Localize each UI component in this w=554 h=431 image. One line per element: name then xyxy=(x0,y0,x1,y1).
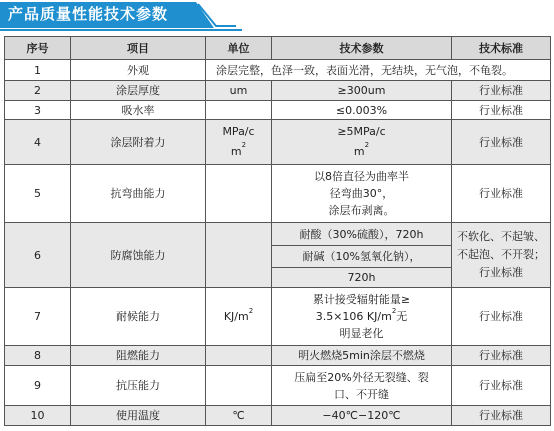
item-name: 阻燃能力 xyxy=(71,346,206,366)
table-row xyxy=(5,60,551,81)
table-row xyxy=(5,366,551,406)
param-text xyxy=(272,366,452,406)
table-row xyxy=(5,101,551,120)
item-name: 涂层厚度 xyxy=(71,81,206,101)
table-row xyxy=(5,223,551,246)
title-underline xyxy=(0,29,242,31)
table-header-row xyxy=(5,37,551,60)
param-text xyxy=(272,165,452,223)
param-text xyxy=(272,288,452,346)
param-text: 720h xyxy=(272,268,452,288)
param-text: 耐碱（10%氢氧化钠）， xyxy=(272,246,452,268)
param-text: 涂层完整，色泽一致，表面光滑，无结块，无气泡，不龟裂。 xyxy=(206,60,551,81)
param-text: 耐酸（30%硫酸），720h xyxy=(272,223,452,246)
table-row xyxy=(5,81,551,101)
standard-line: 不起泡、不开裂； xyxy=(457,248,545,261)
unit-line: MPa/c xyxy=(222,125,255,138)
column-header: 序号 xyxy=(5,37,71,60)
param-line: 口、不开缝 xyxy=(334,387,389,401)
standard-text: 行业标准 xyxy=(452,346,551,366)
param-line: 涂层布剥离。 xyxy=(328,204,395,217)
param-line: $m^2$ xyxy=(353,141,370,158)
row-number: 1 xyxy=(5,60,71,81)
param-line: 以8倍直径为曲率半 xyxy=(314,170,409,183)
param-line: 3.5×106 $KJ/m^2$无 xyxy=(315,307,408,323)
row-number: 10 xyxy=(5,406,71,426)
spec-table xyxy=(4,36,551,426)
param-line: 压扁至20%外径无裂缝、裂 xyxy=(294,370,429,384)
param-line: ≥5MPa/c xyxy=(337,125,386,138)
param-line: 径弯曲30°， xyxy=(329,187,394,200)
table-row xyxy=(5,120,551,165)
unit-text: ℃ xyxy=(206,406,272,426)
table-row xyxy=(5,346,551,366)
unit-text xyxy=(206,101,272,120)
unit-text: $KJ/m^2$ xyxy=(206,288,272,346)
unit-text xyxy=(206,165,272,223)
column-header: 单位 xyxy=(206,37,272,60)
column-header: 项目 xyxy=(71,37,206,60)
row-number: 4 xyxy=(5,120,71,165)
row-number: 8 xyxy=(5,346,71,366)
unit-line: $m^2$ xyxy=(230,141,247,158)
standard-text: 行业标准 xyxy=(452,81,551,101)
banner-arrow-decoration xyxy=(190,2,238,28)
item-name: 吸水率 xyxy=(71,101,206,120)
row-number: 2 xyxy=(5,81,71,101)
page-title: 产品质量性能技术参数 xyxy=(8,5,169,23)
unit-text: um xyxy=(206,81,272,101)
row-number: 3 xyxy=(5,101,71,120)
standard-text: 行业标准 xyxy=(452,406,551,426)
unit-text xyxy=(206,120,272,165)
item-name: 抗压能力 xyxy=(71,366,206,406)
standard-text: 行业标准 xyxy=(452,101,551,120)
table-row xyxy=(5,165,551,223)
standard-text: 行业标准 xyxy=(452,165,551,223)
param-line: 累计接受辐射能量≥ xyxy=(312,293,411,306)
unit-text xyxy=(206,346,272,366)
column-header: 技术标准 xyxy=(452,37,551,60)
standard-text: 行业标准 xyxy=(452,366,551,406)
row-number: 5 xyxy=(5,165,71,223)
item-name: 抗弯曲能力 xyxy=(71,165,206,223)
param-text: 明火燃烧5min涂层不燃烧 xyxy=(272,346,452,366)
standard-text: 行业标准 xyxy=(452,120,551,165)
table-row xyxy=(5,406,551,426)
row-number: 6 xyxy=(5,223,71,288)
unit-text xyxy=(206,366,272,406)
item-name: 防腐蚀能力 xyxy=(71,223,206,288)
item-name: 耐候能力 xyxy=(71,288,206,346)
param-text xyxy=(272,120,452,165)
item-name: 使用温度 xyxy=(71,406,206,426)
param-text: −40℃−120℃ xyxy=(272,406,452,426)
standard-line: 不软化、不起皱、 xyxy=(457,230,545,243)
unit-text xyxy=(206,223,272,288)
row-number: 7 xyxy=(5,288,71,346)
item-name: 外观 xyxy=(71,60,206,81)
param-text: ≥300um xyxy=(272,81,452,101)
column-header: 技术参数 xyxy=(272,37,452,60)
param-text: ≤0.003% xyxy=(272,101,452,120)
table-row xyxy=(5,288,551,346)
standard-text xyxy=(452,223,551,288)
row-number: 9 xyxy=(5,366,71,406)
param-line: 明显老化 xyxy=(339,327,384,340)
item-name: 涂层附着力 xyxy=(71,120,206,165)
standard-line: 行业标准 xyxy=(479,266,523,279)
standard-text: 行业标准 xyxy=(452,288,551,346)
